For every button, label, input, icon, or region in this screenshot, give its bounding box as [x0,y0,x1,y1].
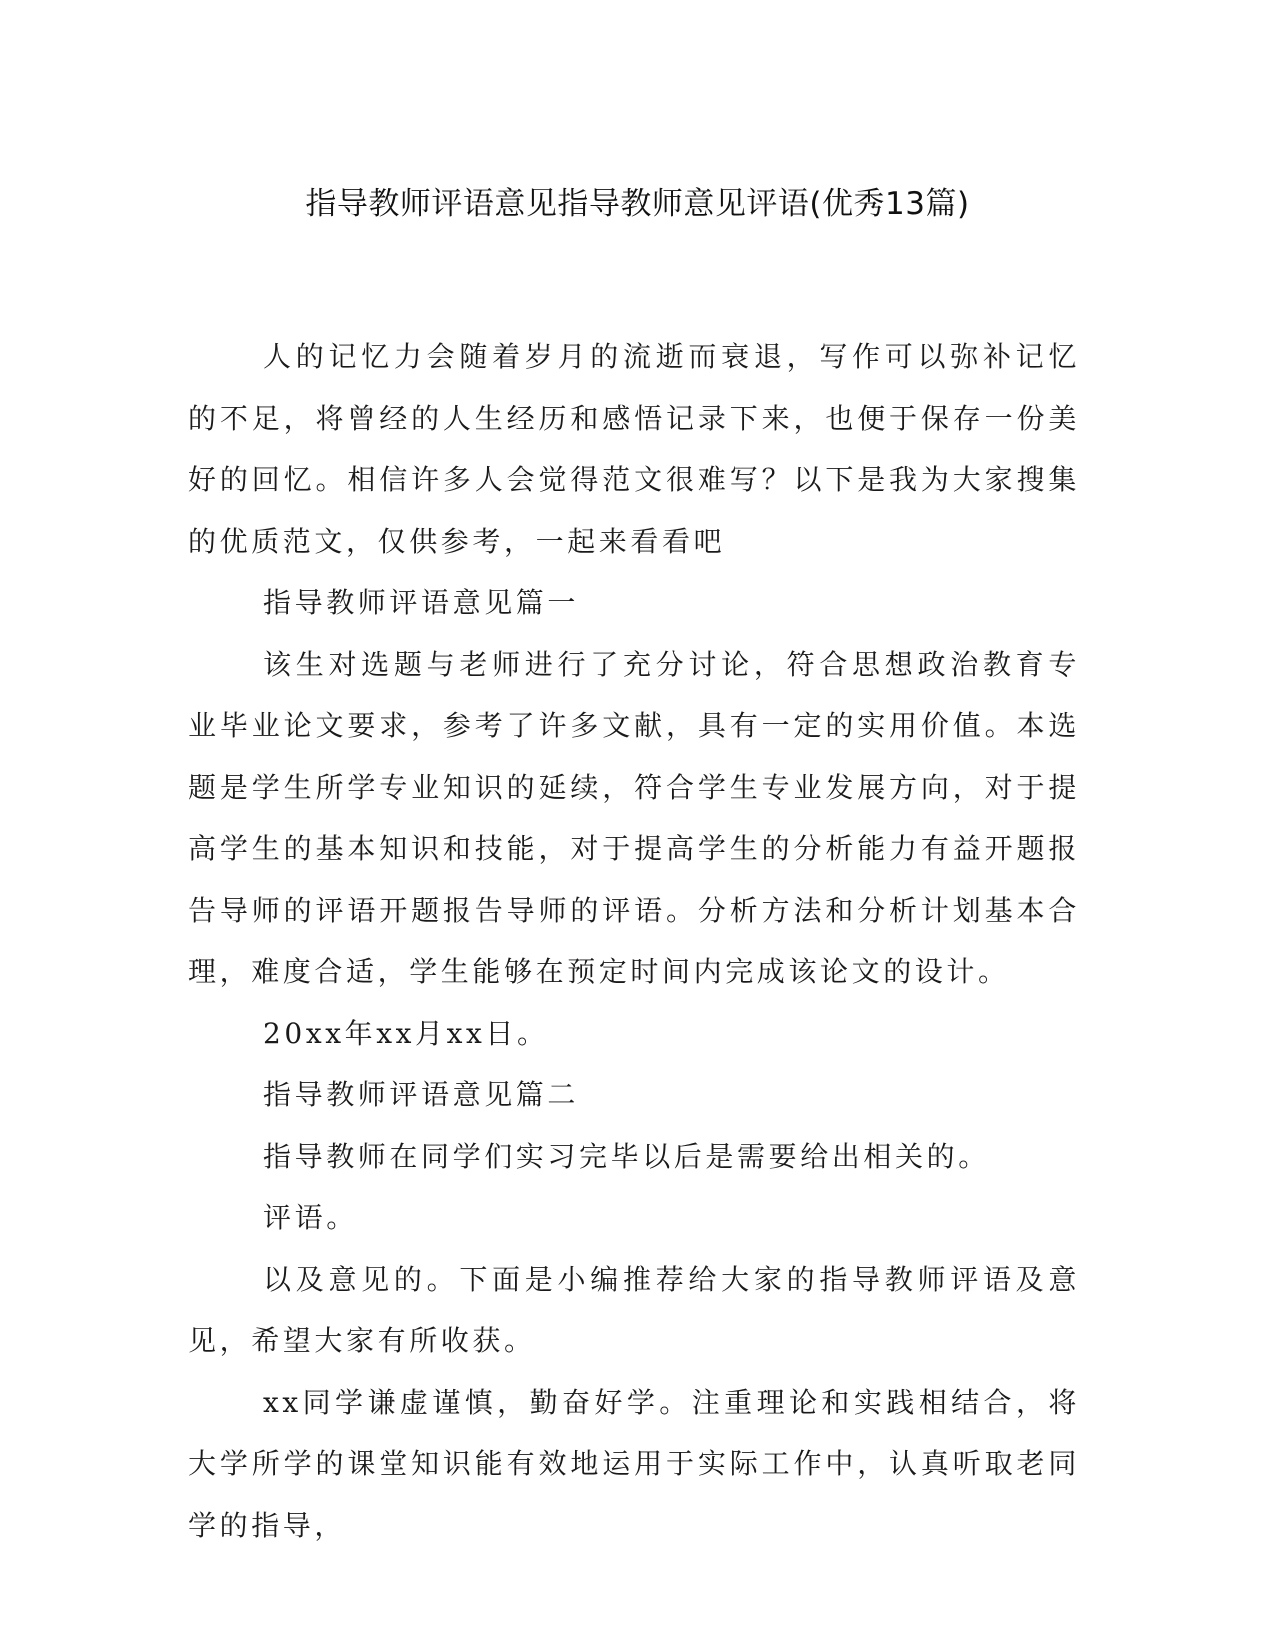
paragraph-section-1: 该生对选题与老师进行了充分讨论，符合思想政治教育专业毕业论文要求，参考了许多文献，具有一定的实用价值。本选题是学生所学专业知识的延续，符合学生专业发展方向，对于提高学生的基本知识和技能，对于提高学生的分析能力有益开题报告导师的评语开题报告导师的评语。分析方法和分析计划基本合理，难度合适，学生能够在预定时间内完成该论文的设计。 [188,647,1080,988]
paragraph-section-2-b: 评语。 [263,1201,358,1234]
section-heading-1: 指导教师评语意见篇一 [263,586,580,619]
document-title: 指导教师评语意见指导教师意见评语(优秀13篇) [305,186,970,222]
paragraph-section-2-c: 以及意见的。下面是小编推荐给大家的指导教师评语及意见，希望大家有所收获。 [188,1262,1080,1357]
document-body [188,326,1080,1556]
paragraph-section-2-a: 指导教师在同学们实习完毕以后是需要给出相关的。 [263,1139,990,1173]
paragraph-intro: 人的记忆力会随着岁月的流逝而衰退，写作可以弥补记忆的不足，将曾经的人生经历和感悟记录下来，也便于保存一份美好的回忆。相信许多人会觉得范文很难写？以下是我为大家搜集的优质范文，仅供参考，一起来看看吧 [188,340,1080,558]
section-heading-2: 指导教师评语意见篇二 [263,1078,580,1111]
paragraph-section-2-d: xx同学谦虚谨慎，勤奋好学。注重理论和实践相结合，将大学所学的课堂知识能有效地运用于实际工作中，认真听取老同学的指导， [188,1385,1080,1542]
paragraph-date: 20xx年xx月xx日。 [263,1016,549,1050]
